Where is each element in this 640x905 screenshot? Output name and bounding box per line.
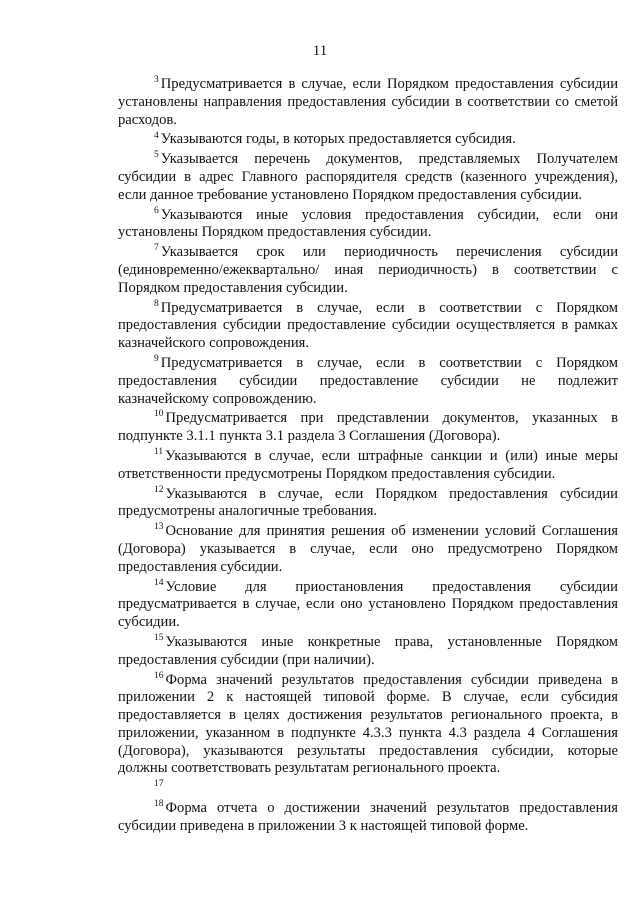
footnote-number: 13 (154, 522, 164, 533)
footnote-text: Предусматривается при представлении документов, указанных в подпункте 3.1.1 пункта 3.1 раздела 3 Соглашения (Договора). (118, 410, 618, 445)
footnote (118, 672, 618, 779)
page-number: 11 (312, 43, 328, 59)
footnote (118, 800, 618, 836)
footnote (118, 244, 618, 297)
footnote (118, 410, 618, 446)
footnote-number: 15 (154, 633, 164, 644)
footnote-text: Указываются в случае, если Порядком предоставления субсидии предусмотрены аналогичные требования. (118, 485, 618, 520)
footnote-number: 14 (154, 577, 164, 588)
footnote-number: 4 (154, 130, 159, 141)
footnote (118, 634, 618, 670)
footnote-text: Указывается перечень документов, представляемых Получателем субсидии в адрес Главного распорядителя средств (казенного учреждения), если данное требование установлено Порядком предоставления субсидии. (118, 151, 618, 203)
footnote-text: Предусматривается в случае, если в соответствии с Порядком предоставления субсидии предоставление субсидии не подлежит казначейскому сопровождению. (118, 354, 618, 407)
footnote (118, 579, 618, 632)
footnote (118, 207, 618, 243)
footnote-number: 10 (154, 409, 164, 420)
footnote (118, 857, 618, 875)
footnote-number: 16 (154, 670, 164, 681)
footnote-text: Указываются в случае, если штрафные санкции и (или) иные меры ответственности предусмотрены Порядком предоставления субсидии. (118, 447, 618, 482)
footnote-number: 12 (154, 484, 164, 495)
footnote-number: 5 (154, 150, 159, 161)
footnote-text: Указываются иные условия предоставления субсидии, если они установлены Порядком предоставления субсидии. (118, 206, 618, 241)
footnote (118, 151, 618, 204)
footnote (118, 448, 618, 484)
footnote-number: 8 (154, 298, 159, 309)
footnote (118, 486, 618, 522)
footnote-text: Предусматривается в случае, если Порядком предоставления субсидии установлены направления предоставления субсидии в соответствии со сметой расходов. (118, 76, 618, 128)
footnote-number: 6 (154, 205, 159, 216)
footnote (118, 523, 618, 576)
footnote-number: 7 (154, 243, 159, 254)
footnote (118, 838, 618, 856)
footnote-text: Форма отчета о достижении значений результатов предоставления субсидии приведена в приложении 3 к настоящей типовой форме. (118, 800, 618, 834)
footnote (118, 780, 618, 798)
footnote-text: Форма значений результатов предоставления субсидии приведена в приложении 2 к настоящей типовой форме. В случае, если субсидия предоставляется в целях достижения результатов регионального проекта, в приложении, указанном в подпункте 4.3.3 пункта 4.3 раздела 4 Соглашения (Договора), указываются результаты предоставления субсидии, которые должны соответствовать результатам регионального проекта. (118, 671, 618, 777)
footnote-number: 18 (154, 799, 164, 810)
footnote (118, 355, 618, 408)
footnote (118, 300, 618, 353)
footnotes-list (118, 76, 618, 877)
footnote-number: 17 (154, 779, 164, 790)
footnote-text: Основание для принятия решения об изменении условий Соглашения (Договора) указывается в случае, если оно предусмотрено Порядком предоставления субсидии. (118, 523, 618, 575)
footnote-text: Предусматривается в случае, если в соответствии с Порядком предоставления субсидии предоставление субсидии осуществляется в рамках казначейского сопровождения. (118, 299, 618, 352)
footnote-number: 9 (154, 354, 159, 365)
footnote-text: Указываются годы, в которых предоставляется субсидия. (160, 131, 516, 148)
footnote-number: 11 (154, 447, 164, 458)
footnote (118, 131, 618, 149)
footnote (118, 76, 618, 129)
footnote-text: Указываются иные конкретные права, установленные Порядком предоставления субсидии (при наличии). (118, 633, 618, 668)
footnote-text: Условие для приостановления предоставления субсидии предусматривается в случае, если оно установлено Порядком предоставления субсидии. (118, 578, 618, 631)
footnote-number: 3 (154, 75, 159, 86)
footnote-text: Указывается срок или периодичность перечисления субсидии (единовременно/ежеквартально/ иная периодичность) в соответствии с Порядком предоставления субсидии. (118, 244, 618, 296)
